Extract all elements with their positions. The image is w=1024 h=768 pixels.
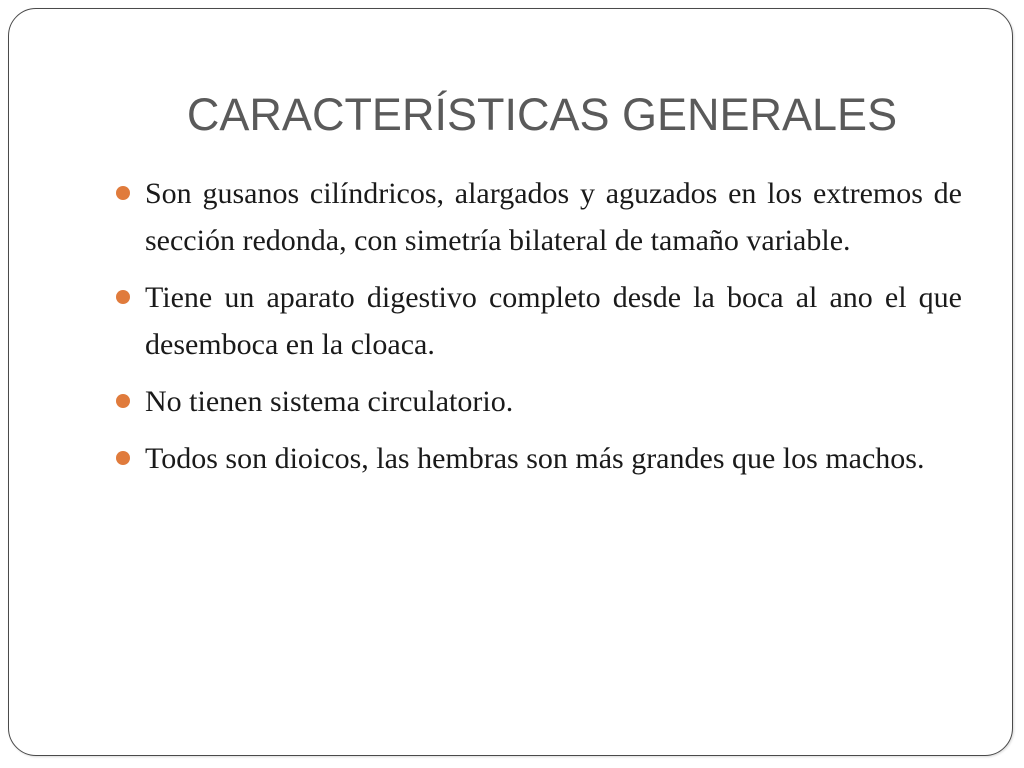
- bullet-dot-icon: [116, 394, 130, 408]
- bullet-list: [116, 170, 962, 492]
- bullet-text: No tienen sistema circulatorio.: [145, 385, 514, 418]
- bullet-item: [116, 170, 962, 264]
- slide-title: CARACTERÍSTICAS GENERALES: [186, 89, 898, 140]
- bullet-dot-icon: [116, 290, 130, 304]
- bullet-text: Son gusanos cilíndricos, alargados y aguzados en los extremos de sección redonda, con simetría bilateral de tamaño variable.: [145, 177, 962, 257]
- bullet-text: Todos son dioicos, las hembras son más grandes que los machos.: [145, 442, 925, 475]
- bullet-dot-icon: [116, 451, 130, 465]
- bullet-item: [116, 378, 962, 425]
- bullet-dot-icon: [116, 186, 130, 200]
- bullet-item: [116, 435, 962, 482]
- bullet-item: [116, 274, 962, 368]
- bullet-text: Tiene un aparato digestivo completo desde la boca al ano el que desemboca en la cloaca.: [145, 281, 962, 361]
